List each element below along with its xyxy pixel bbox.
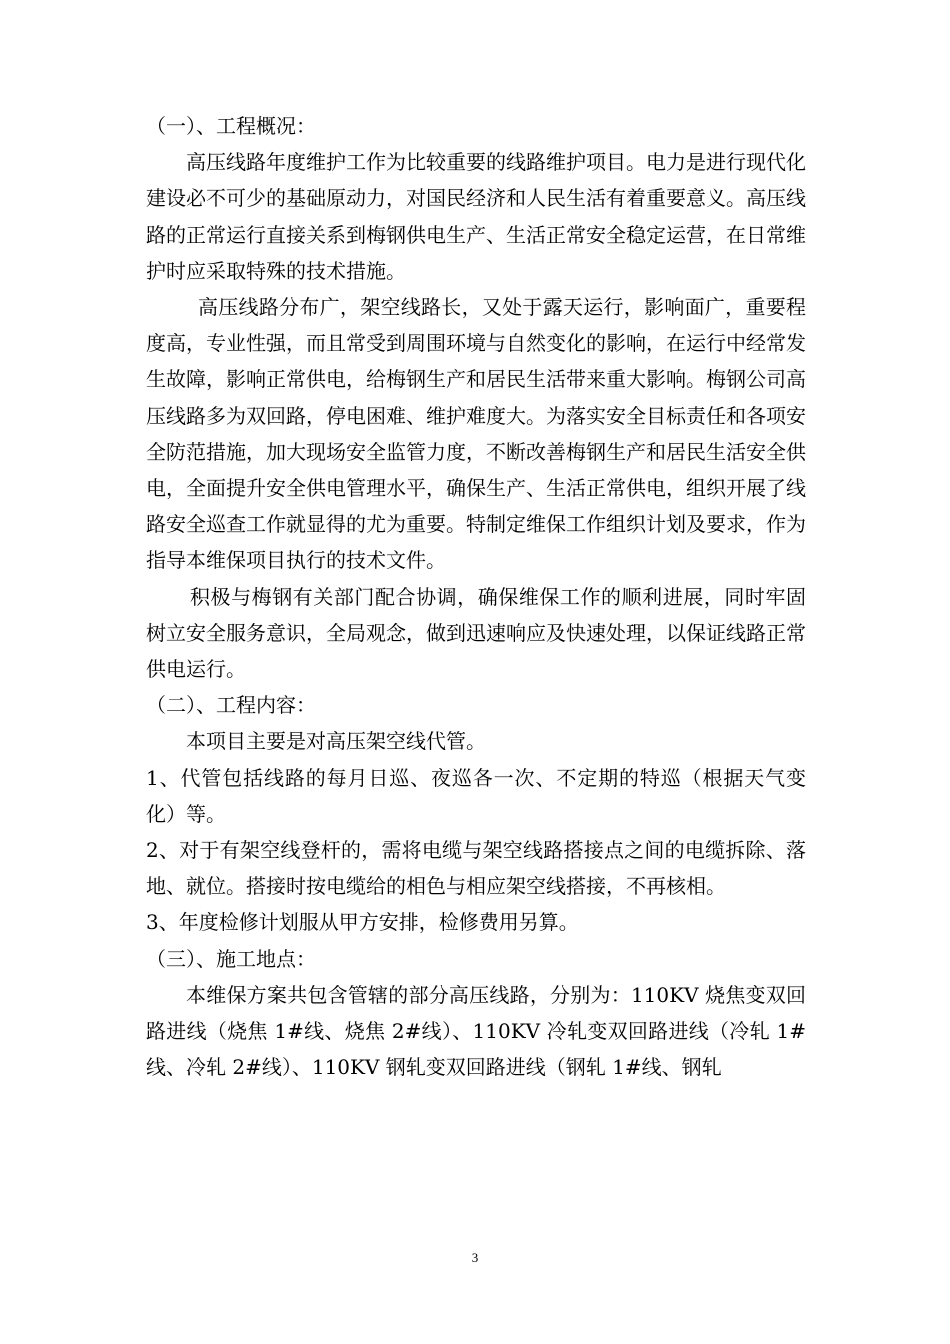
- paragraph-location-1: 本维保方案共包含管辖的部分高压线路，分别为：110KV 烧焦变双回路进线（烧焦 1#线、烧焦 2#线）、110KV 冷轧变双回路进线（冷轧 1#线、冷轧 2#线）、110KV 钢轧变双回路进线（钢轧 1#线、钢轧: [146, 982, 806, 1080]
- paragraph-content-intro: 本项目主要是对高压架空线代管。: [186, 729, 486, 754]
- document-body: [146, 108, 806, 1085]
- list-item-2: 2、对于有架空线登杆的，需将电缆与架空线路搭接点之间的电缆拆除、落地、就位。搭接时按电缆给的相色与相应架空线搭接，不再核相。: [146, 838, 806, 899]
- section-heading-content: （二）、工程内容：: [146, 693, 316, 718]
- list-item-3: 3、年度检修计划服从甲方安排，检修费用另算。: [146, 910, 579, 935]
- paragraph-overview-1: 高压线路年度维护工作为比较重要的线路维护项目。电力是进行现代化建设必不可少的基础原动力，对国民经济和人民生活有着重要意义。高压线路的正常运行直接关系到梅钢供电生产、生活正常安全稳定运营，在日常维护时应采取特殊的技术措施。: [146, 150, 806, 283]
- paragraph-overview-2: 高压线路分布广，架空线路长，又处于露天运行，影响面广，重要程度高，专业性强，而且常受到周围环境与自然变化的影响，在运行中经常发生故障，影响正常供电，给梅钢生产和居民生活带来重大影响。梅钢公司高压线路多为双回路，停电困难、维护难度大。为落实安全目标责任和各项安全防范措施，加大现场安全监管力度，不断改善梅钢生产和居民生活安全供电，全面提升安全供电管理水平，确保生产、生活正常供电，组织开展了线路安全巡查工作就显得的尤为重要。特制定维保工作组织计划及要求，作为指导本维保项目执行的技术文件。: [146, 295, 806, 573]
- paragraph-overview-3: 积极与梅钢有关部门配合协调，确保维保工作的顺利进展，同时牢固树立安全服务意识，全局观念，做到迅速响应及快速处理，以保证线路正常供电运行。: [146, 584, 806, 682]
- section-heading-overview: （一）、工程概况：: [146, 114, 316, 138]
- list-item-1: 1、代管包括线路的每月日巡、夜巡各一次、不定期的特巡（根据天气变化）等。: [146, 765, 806, 826]
- section-heading-location: （三）、施工地点：: [146, 946, 316, 971]
- page-number: 3: [471, 1250, 479, 1265]
